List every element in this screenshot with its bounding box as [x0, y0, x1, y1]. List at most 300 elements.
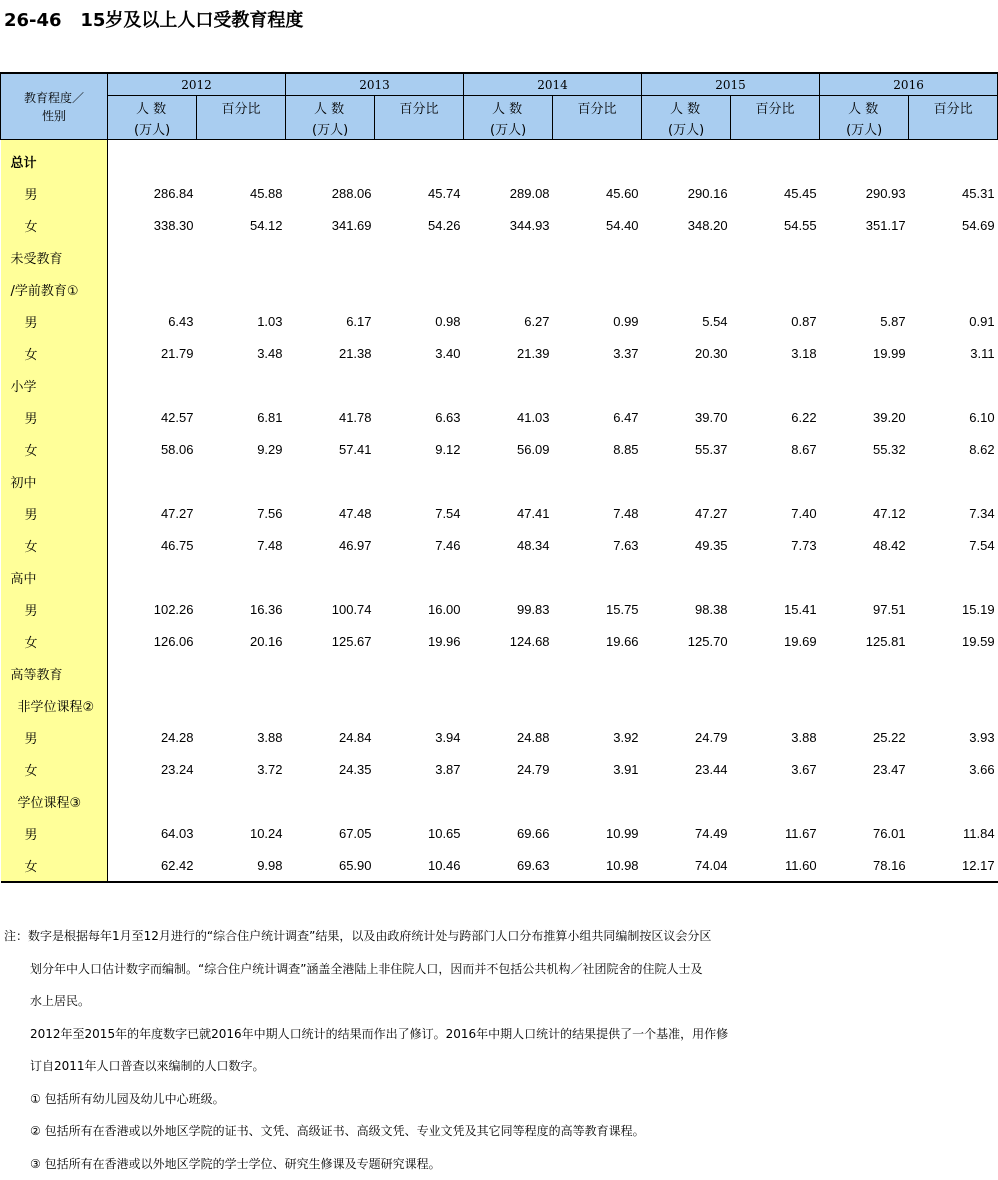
- percent-cell: 3.94: [375, 721, 464, 753]
- percent-cell: 3.67: [731, 753, 820, 785]
- percent-cell: [731, 465, 820, 497]
- percent-column-header: [375, 96, 464, 140]
- percent-cell: 3.88: [197, 721, 286, 753]
- percent-cell: 8.67: [731, 433, 820, 465]
- count-cell: [642, 657, 731, 689]
- percent-cell: 7.40: [731, 497, 820, 529]
- percent-cell: 6.63: [375, 401, 464, 433]
- count-cell: [108, 273, 197, 305]
- count-cell: [286, 273, 375, 305]
- count-cell: 338.30: [108, 209, 197, 241]
- count-cell: 286.84: [108, 177, 197, 209]
- count-cell: [286, 145, 375, 177]
- percent-cell: 3.48: [197, 337, 286, 369]
- percent-column-header: [731, 96, 820, 140]
- table-row: [1, 369, 998, 401]
- percent-cell: 3.91: [553, 753, 642, 785]
- count-cell: 46.75: [108, 529, 197, 561]
- count-label: 人 数: [670, 98, 730, 117]
- percent-cell: 7.48: [197, 529, 286, 561]
- percent-cell: [909, 785, 998, 817]
- percent-cell: 45.31: [909, 177, 998, 209]
- count-cell: 5.87: [820, 305, 909, 337]
- percent-cell: [909, 145, 998, 177]
- row-label: 女: [1, 529, 108, 561]
- count-cell: 24.79: [464, 753, 553, 785]
- percent-cell: 8.85: [553, 433, 642, 465]
- percent-cell: [375, 241, 464, 273]
- count-cell: 23.24: [108, 753, 197, 785]
- percent-cell: 7.54: [375, 497, 464, 529]
- footnote-line: ③ 包括所有在香港或以外地区学院的学士学位、研究生修课及专题研究课程。: [4, 1148, 994, 1180]
- count-cell: 102.26: [108, 593, 197, 625]
- count-cell: 47.41: [464, 497, 553, 529]
- count-cell: [464, 657, 553, 689]
- year-header: 2015: [642, 73, 820, 96]
- count-cell: 47.27: [642, 497, 731, 529]
- count-cell: 56.09: [464, 433, 553, 465]
- percent-label: 百分比: [553, 96, 641, 117]
- count-cell: 24.79: [642, 721, 731, 753]
- count-column-header: [464, 96, 553, 140]
- percent-cell: [375, 657, 464, 689]
- percent-cell: 7.56: [197, 497, 286, 529]
- percent-cell: 3.66: [909, 753, 998, 785]
- footnote-line: 订自2011年人口普查以來编制的人口数字。: [4, 1050, 994, 1083]
- count-cell: 99.83: [464, 593, 553, 625]
- percent-label: 百分比: [197, 96, 285, 117]
- count-cell: [464, 241, 553, 273]
- year-header: 2016: [820, 73, 998, 96]
- percent-cell: 3.92: [553, 721, 642, 753]
- percent-cell: 3.11: [909, 337, 998, 369]
- count-cell: [642, 241, 731, 273]
- percent-cell: [197, 145, 286, 177]
- percent-cell: 20.16: [197, 625, 286, 657]
- table-row: [1, 145, 998, 177]
- percent-cell: [197, 465, 286, 497]
- row-label: 小学: [1, 369, 108, 401]
- percent-cell: [375, 369, 464, 401]
- count-cell: 288.06: [286, 177, 375, 209]
- percent-cell: [197, 785, 286, 817]
- count-cell: 21.79: [108, 337, 197, 369]
- percent-cell: [731, 273, 820, 305]
- percent-label: 百分比: [909, 96, 997, 117]
- count-cell: 24.35: [286, 753, 375, 785]
- row-label: 女: [1, 625, 108, 657]
- percent-cell: 0.99: [553, 305, 642, 337]
- count-cell: [820, 273, 909, 305]
- percent-cell: 45.60: [553, 177, 642, 209]
- count-cell: [820, 145, 909, 177]
- count-cell: 55.37: [642, 433, 731, 465]
- percent-cell: [197, 273, 286, 305]
- row-label: /学前教育①: [1, 273, 108, 305]
- percent-cell: [731, 657, 820, 689]
- percent-label: 百分比: [375, 96, 463, 117]
- count-cell: [820, 561, 909, 593]
- count-cell: 124.68: [464, 625, 553, 657]
- count-unit-label: (万人): [668, 119, 730, 138]
- count-cell: [464, 145, 553, 177]
- row-label: 男: [1, 593, 108, 625]
- percent-cell: [909, 657, 998, 689]
- count-cell: 126.06: [108, 625, 197, 657]
- percent-cell: 11.84: [909, 817, 998, 849]
- percent-cell: 45.74: [375, 177, 464, 209]
- row-label: 高中: [1, 561, 108, 593]
- count-cell: [820, 657, 909, 689]
- percent-cell: 15.75: [553, 593, 642, 625]
- row-label: 初中: [1, 465, 108, 497]
- percent-cell: [731, 369, 820, 401]
- percent-cell: [909, 689, 998, 721]
- percent-cell: [553, 561, 642, 593]
- count-cell: 39.70: [642, 401, 731, 433]
- percent-cell: [197, 561, 286, 593]
- row-label: 女: [1, 337, 108, 369]
- count-cell: 55.32: [820, 433, 909, 465]
- percent-cell: 12.17: [909, 849, 998, 882]
- count-cell: 24.88: [464, 721, 553, 753]
- percent-cell: [553, 657, 642, 689]
- percent-cell: [375, 561, 464, 593]
- count-cell: 341.69: [286, 209, 375, 241]
- count-unit-label: (万人): [490, 119, 552, 138]
- count-cell: [108, 145, 197, 177]
- count-cell: [642, 465, 731, 497]
- percent-cell: [909, 241, 998, 273]
- percent-cell: 10.99: [553, 817, 642, 849]
- percent-cell: [553, 273, 642, 305]
- row-label: 女: [1, 209, 108, 241]
- percent-cell: [375, 273, 464, 305]
- count-cell: [464, 465, 553, 497]
- table-header: [1, 73, 998, 140]
- table-row: [1, 817, 998, 849]
- percent-cell: 7.46: [375, 529, 464, 561]
- count-cell: 47.27: [108, 497, 197, 529]
- table-row: [1, 209, 998, 241]
- count-cell: [108, 785, 197, 817]
- percent-cell: [553, 145, 642, 177]
- percent-cell: 7.63: [553, 529, 642, 561]
- count-cell: [108, 465, 197, 497]
- percent-cell: 11.60: [731, 849, 820, 882]
- table-row: [1, 241, 998, 273]
- percent-cell: 1.03: [197, 305, 286, 337]
- percent-cell: [731, 241, 820, 273]
- count-cell: 48.34: [464, 529, 553, 561]
- percent-cell: [197, 657, 286, 689]
- footnotes: [4, 920, 994, 1180]
- count-cell: 24.84: [286, 721, 375, 753]
- table-row: [1, 529, 998, 561]
- percent-cell: 45.45: [731, 177, 820, 209]
- percent-cell: 9.12: [375, 433, 464, 465]
- percent-cell: 7.48: [553, 497, 642, 529]
- count-column-header: [642, 96, 731, 140]
- percent-cell: 19.66: [553, 625, 642, 657]
- count-cell: 98.38: [642, 593, 731, 625]
- row-label: 男: [1, 817, 108, 849]
- count-cell: [286, 561, 375, 593]
- percent-cell: 0.91: [909, 305, 998, 337]
- percent-cell: 3.18: [731, 337, 820, 369]
- row-label: 女: [1, 849, 108, 882]
- table-row: [1, 465, 998, 497]
- percent-cell: [375, 145, 464, 177]
- corner-label-line2: 性别: [1, 107, 107, 125]
- percent-cell: 16.36: [197, 593, 286, 625]
- count-cell: 97.51: [820, 593, 909, 625]
- count-column-header: [286, 96, 375, 140]
- table-row: [1, 433, 998, 465]
- table-row: [1, 689, 998, 721]
- count-cell: 6.27: [464, 305, 553, 337]
- count-cell: [464, 689, 553, 721]
- count-cell: [286, 785, 375, 817]
- percent-cell: 19.69: [731, 625, 820, 657]
- percent-cell: 45.88: [197, 177, 286, 209]
- percent-cell: 15.19: [909, 593, 998, 625]
- count-cell: [820, 689, 909, 721]
- percent-cell: 54.12: [197, 209, 286, 241]
- percent-cell: 3.88: [731, 721, 820, 753]
- count-cell: [286, 241, 375, 273]
- count-cell: 46.97: [286, 529, 375, 561]
- count-cell: 125.67: [286, 625, 375, 657]
- count-cell: 74.49: [642, 817, 731, 849]
- percent-cell: [909, 465, 998, 497]
- corner-label-line1: 教育程度／: [1, 89, 107, 107]
- table-row: [1, 657, 998, 689]
- percent-cell: 10.24: [197, 817, 286, 849]
- count-cell: [108, 689, 197, 721]
- percent-cell: 54.26: [375, 209, 464, 241]
- percent-cell: [553, 689, 642, 721]
- row-label: 学位课程③: [1, 785, 108, 817]
- count-label: 人 数: [492, 98, 552, 117]
- row-label: 高等教育: [1, 657, 108, 689]
- count-unit-label: (万人): [312, 119, 374, 138]
- percent-cell: 16.00: [375, 593, 464, 625]
- percent-cell: [909, 561, 998, 593]
- percent-cell: 3.87: [375, 753, 464, 785]
- percent-cell: 54.55: [731, 209, 820, 241]
- row-label: 总计: [1, 145, 108, 177]
- footnote-line: ② 包括所有在香港或以外地区学院的证书、文凭、高级证书、高级文凭、专业文凭及其它同等程度的高等教育课程。: [4, 1115, 994, 1148]
- count-cell: [286, 465, 375, 497]
- percent-cell: 10.46: [375, 849, 464, 882]
- count-cell: 76.01: [820, 817, 909, 849]
- percent-cell: 15.41: [731, 593, 820, 625]
- count-cell: 21.39: [464, 337, 553, 369]
- page-title: 26-46 15岁及以上人口受教育程度: [4, 6, 303, 32]
- year-header: 2013: [286, 73, 464, 96]
- count-cell: [642, 369, 731, 401]
- year-header: 2014: [464, 73, 642, 96]
- table-row: [1, 177, 998, 209]
- count-cell: 39.20: [820, 401, 909, 433]
- count-cell: 6.17: [286, 305, 375, 337]
- percent-cell: 0.87: [731, 305, 820, 337]
- row-label: 男: [1, 305, 108, 337]
- count-cell: 5.54: [642, 305, 731, 337]
- count-cell: [642, 273, 731, 305]
- percent-cell: [553, 465, 642, 497]
- footnote-line: 划分年中人口估计数字而编制。“综合住户统计调查”涵盖全港陆上非住院人口，因而并不包括公共机构／社团院舍的住院人士及: [4, 953, 994, 986]
- percent-cell: [553, 241, 642, 273]
- count-cell: [642, 785, 731, 817]
- count-cell: 64.03: [108, 817, 197, 849]
- table-row: [1, 785, 998, 817]
- footnote-line: 水上居民。: [4, 985, 994, 1018]
- percent-cell: 10.65: [375, 817, 464, 849]
- count-column-header: [820, 96, 909, 140]
- count-cell: [286, 369, 375, 401]
- percent-cell: [375, 785, 464, 817]
- count-cell: 23.47: [820, 753, 909, 785]
- percent-cell: 7.54: [909, 529, 998, 561]
- count-label: 人 数: [314, 98, 374, 117]
- count-cell: [820, 785, 909, 817]
- percent-cell: [375, 689, 464, 721]
- row-label: 未受教育: [1, 241, 108, 273]
- percent-cell: 19.59: [909, 625, 998, 657]
- percent-cell: [731, 689, 820, 721]
- count-cell: 24.28: [108, 721, 197, 753]
- table-row: [1, 849, 998, 882]
- count-cell: 74.04: [642, 849, 731, 882]
- percent-label: 百分比: [731, 96, 819, 117]
- footnote-line: 2012年至2015年的年度数字已就2016年中期人口统计的结果而作出了修订。2016年中期人口统计的结果提供了一个基准，用作修: [4, 1018, 994, 1051]
- count-cell: 25.22: [820, 721, 909, 753]
- count-cell: 41.03: [464, 401, 553, 433]
- percent-cell: [553, 785, 642, 817]
- table-row: [1, 753, 998, 785]
- year-header: 2012: [108, 73, 286, 96]
- count-cell: [108, 561, 197, 593]
- table-row: [1, 273, 998, 305]
- count-cell: 20.30: [642, 337, 731, 369]
- count-unit-label: (万人): [846, 119, 908, 138]
- percent-cell: 11.67: [731, 817, 820, 849]
- percent-cell: [731, 561, 820, 593]
- percent-cell: 3.37: [553, 337, 642, 369]
- count-cell: [464, 561, 553, 593]
- percent-cell: [731, 785, 820, 817]
- count-cell: [642, 145, 731, 177]
- percent-column-header: [909, 96, 998, 140]
- row-label: 女: [1, 753, 108, 785]
- table-row: [1, 561, 998, 593]
- count-cell: 41.78: [286, 401, 375, 433]
- count-cell: 290.16: [642, 177, 731, 209]
- count-cell: [464, 785, 553, 817]
- row-label: 男: [1, 497, 108, 529]
- count-cell: [286, 689, 375, 721]
- table-row: [1, 401, 998, 433]
- count-cell: 351.17: [820, 209, 909, 241]
- count-cell: [108, 241, 197, 273]
- table-row: [1, 337, 998, 369]
- count-cell: 100.74: [286, 593, 375, 625]
- count-cell: 69.63: [464, 849, 553, 882]
- count-cell: 67.05: [286, 817, 375, 849]
- count-label: 人 数: [848, 98, 908, 117]
- percent-cell: [909, 369, 998, 401]
- percent-cell: 6.10: [909, 401, 998, 433]
- count-unit-label: (万人): [134, 119, 196, 138]
- table-row: [1, 305, 998, 337]
- footnote-line: 注：数字是根据每年1月至12月进行的“综合住户统计调查”结果，以及由政府统计处与跨部门人口分布推算小组共同编制按区议会分区: [4, 920, 994, 953]
- percent-cell: 6.81: [197, 401, 286, 433]
- percent-column-header: [553, 96, 642, 140]
- count-cell: 57.41: [286, 433, 375, 465]
- percent-cell: 3.72: [197, 753, 286, 785]
- count-cell: 47.12: [820, 497, 909, 529]
- table-row: [1, 593, 998, 625]
- count-cell: [286, 657, 375, 689]
- percent-cell: 8.62: [909, 433, 998, 465]
- count-cell: [108, 657, 197, 689]
- table-row: [1, 625, 998, 657]
- count-cell: [464, 369, 553, 401]
- percent-cell: 10.98: [553, 849, 642, 882]
- count-cell: [820, 465, 909, 497]
- count-cell: [642, 561, 731, 593]
- table-row: [1, 497, 998, 529]
- count-cell: 125.81: [820, 625, 909, 657]
- percent-cell: 6.22: [731, 401, 820, 433]
- count-cell: 58.06: [108, 433, 197, 465]
- count-cell: 62.42: [108, 849, 197, 882]
- percent-cell: 19.96: [375, 625, 464, 657]
- percent-cell: 6.47: [553, 401, 642, 433]
- count-cell: 6.43: [108, 305, 197, 337]
- count-label: 人 数: [136, 98, 196, 117]
- count-cell: 19.99: [820, 337, 909, 369]
- table-body: [1, 140, 998, 883]
- percent-cell: 3.93: [909, 721, 998, 753]
- percent-cell: 9.29: [197, 433, 286, 465]
- percent-cell: 7.34: [909, 497, 998, 529]
- row-label: 男: [1, 401, 108, 433]
- percent-cell: 0.98: [375, 305, 464, 337]
- count-cell: 290.93: [820, 177, 909, 209]
- count-cell: 344.93: [464, 209, 553, 241]
- count-cell: [108, 369, 197, 401]
- count-cell: 47.48: [286, 497, 375, 529]
- row-label: 女: [1, 433, 108, 465]
- count-cell: 65.90: [286, 849, 375, 882]
- percent-cell: 54.40: [553, 209, 642, 241]
- table-row: [1, 721, 998, 753]
- count-cell: 69.66: [464, 817, 553, 849]
- count-cell: 21.38: [286, 337, 375, 369]
- count-cell: [464, 273, 553, 305]
- count-cell: [820, 369, 909, 401]
- count-cell: 348.20: [642, 209, 731, 241]
- percent-cell: 3.40: [375, 337, 464, 369]
- education-table: [0, 72, 998, 883]
- row-label: 男: [1, 177, 108, 209]
- percent-cell: [375, 465, 464, 497]
- percent-cell: [909, 273, 998, 305]
- percent-cell: [197, 369, 286, 401]
